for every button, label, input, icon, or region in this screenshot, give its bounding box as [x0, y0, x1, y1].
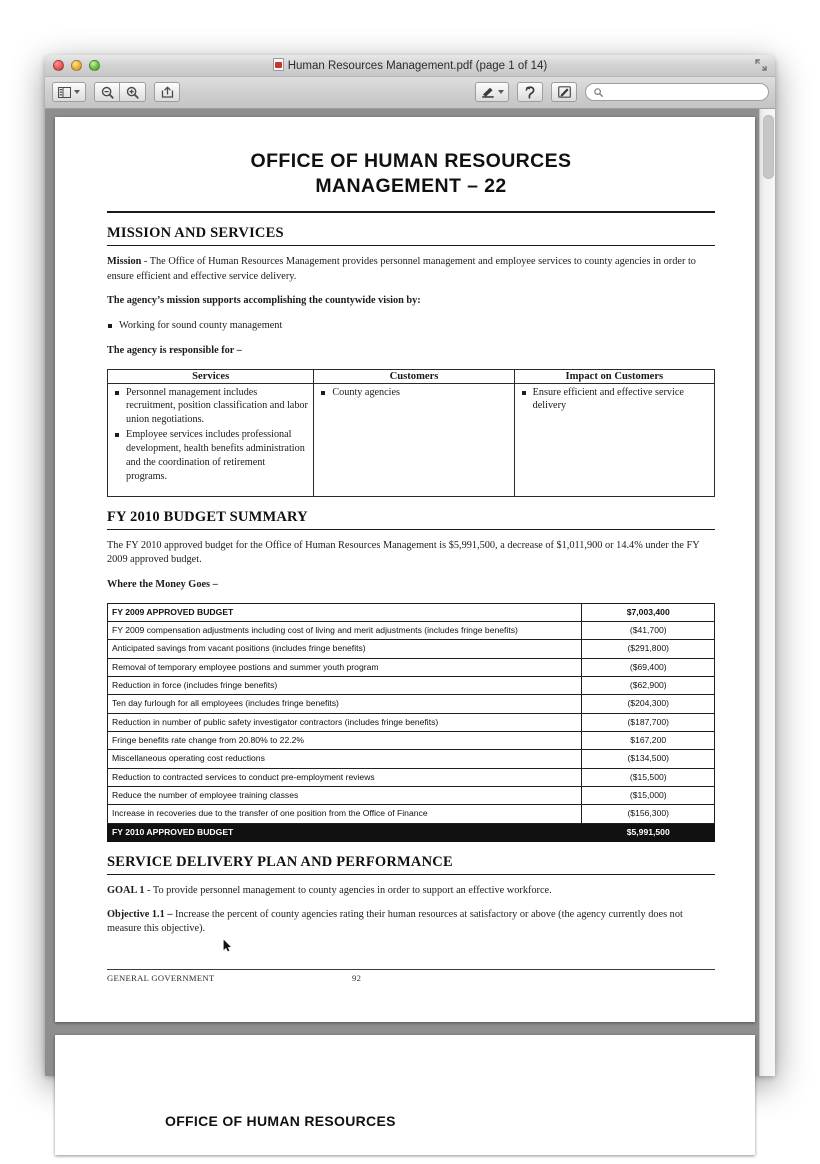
page-separator: [55, 1022, 755, 1035]
budget-item-label: Reduction in force (includes fringe benefits): [108, 677, 582, 695]
scrollbar-thumb[interactable]: [763, 115, 774, 179]
budget-item-amount: $167,200: [582, 732, 715, 750]
highlight-pen-icon: [481, 86, 495, 98]
service-divider: [107, 874, 715, 875]
zoom-in-icon: [126, 86, 139, 99]
table-row: [108, 732, 715, 750]
page-stack: [55, 117, 755, 1155]
budget-item-label: Increase in recoveries due to the transfer of one position from the Office of Finance: [108, 805, 582, 823]
toolbar-right-group: [475, 82, 769, 102]
table-row: [108, 750, 715, 768]
list-item: Employee services includes professional development, health benefits administration and the coordination of retirement programs.: [113, 428, 308, 484]
pdf-viewer-window: [45, 55, 775, 1129]
table-row: [108, 787, 715, 805]
budget-item-amount: ($156,300): [582, 805, 715, 823]
list-item: Ensure efficient and effective service delivery: [520, 386, 709, 414]
budget-item-label: Miscellaneous operating cost reductions: [108, 750, 582, 768]
responsible-lead-in: The agency is responsible for –: [107, 344, 242, 356]
footer-label: GENERAL GOVERNMENT: [107, 973, 215, 983]
footer-row: [107, 973, 715, 983]
customers-cell: [314, 383, 514, 496]
budget-item-amount: $7,003,400: [582, 603, 715, 621]
budget-item-label: Reduction in number of public safety investigator contractors (includes fringe benefits): [108, 713, 582, 731]
table-row: [108, 768, 715, 786]
budget-item-label: Reduction to contracted services to conduct pre-employment reviews: [108, 768, 582, 786]
budget-item-amount: $5,991,500: [582, 823, 715, 841]
sidebar-toggle-button[interactable]: [52, 82, 86, 102]
table-row: [108, 658, 715, 676]
mission-paragraph: [107, 255, 715, 284]
list-item: Working for sound county management: [107, 319, 715, 334]
vertical-scrollbar[interactable]: [759, 109, 775, 1076]
pdf-toolbar: [45, 77, 775, 109]
page-title-line-2: MANAGEMENT – 22: [315, 174, 507, 197]
list-item: County agencies: [319, 386, 508, 400]
search-input[interactable]: [607, 86, 760, 99]
table-row: [108, 713, 715, 731]
services-list: [113, 386, 308, 484]
zoom-out-button[interactable]: [94, 82, 120, 102]
mission-body: - The Office of Human Resources Management provides personnel management and employee services to county agencies in order to ensure efficient and effective service delivery.: [107, 255, 696, 282]
rotate-icon: [525, 86, 536, 99]
zoom-out-icon: [101, 86, 114, 99]
column-header-services: Services: [108, 369, 314, 383]
page-title-line-1: OFFICE OF HUMAN RESOURCES: [250, 150, 572, 172]
budget-table-body: [108, 603, 715, 841]
window-title: [45, 58, 775, 72]
next-page-title: OFFICE OF HUMAN RESOURCES: [165, 1113, 396, 1129]
markup-tool-button[interactable]: [475, 82, 509, 102]
objective-paragraph: [107, 908, 715, 937]
table-header-row: [108, 369, 715, 383]
table-row: [108, 640, 715, 658]
table-row: [108, 823, 715, 841]
sidebar-icon: [58, 87, 71, 98]
budget-item-label: Ten day furlough for all employees (includes fringe benefits): [108, 695, 582, 713]
impact-cell: [514, 383, 714, 496]
column-header-customers: Customers: [314, 369, 514, 383]
objective-label: Objective 1.1 –: [107, 908, 173, 920]
budget-item-amount: ($291,800): [582, 640, 715, 658]
document-body: [107, 149, 715, 937]
impact-list: [520, 386, 709, 414]
zoom-in-button[interactable]: [120, 82, 146, 102]
pdf-content-area: [45, 109, 775, 1129]
objective-body: Increase the percent of county agencies rating their human resources at satisfactory or above (the agency currently does not measure this objective).: [107, 908, 683, 935]
vision-bullet-list: [107, 319, 715, 334]
budget-item-label: Fringe benefits rate change from 20.80% to 22.2%: [108, 732, 582, 750]
budget-item-label: Reduce the number of employee training classes: [108, 787, 582, 805]
goal-body: - To provide personnel management to county agencies in order to support an effective workforce.: [144, 885, 552, 897]
table-row: [108, 677, 715, 695]
page-title: [107, 149, 715, 199]
table-row: [108, 695, 715, 713]
list-item: Personnel management includes recruitment, position classification and labor union negotiations.: [113, 386, 308, 428]
budget-divider: [107, 529, 715, 530]
footer-divider: [107, 969, 715, 970]
services-cell: [108, 383, 314, 496]
budget-table: [107, 603, 715, 842]
budget-item-amount: ($69,400): [582, 658, 715, 676]
table-row: [108, 383, 715, 496]
budget-item-amount: ($187,700): [582, 713, 715, 731]
chevron-down-icon: [74, 90, 80, 94]
share-button[interactable]: [154, 82, 180, 102]
budget-item-label: FY 2010 APPROVED BUDGET: [108, 823, 582, 841]
column-header-impact: Impact on Customers: [514, 369, 714, 383]
goal-paragraph: [107, 884, 715, 899]
budget-item-label: Removal of temporary employee postions and summer youth program: [108, 658, 582, 676]
title-divider: [107, 211, 715, 213]
section-heading-budget: FY 2010 BUDGET SUMMARY: [107, 508, 308, 525]
pdf-page-2[interactable]: [55, 1035, 755, 1155]
footer-page-number: 92: [352, 973, 362, 983]
budget-item-label: FY 2009 compensation adjustments including cost of living and merit adjustments (includes fringe benefits): [108, 622, 582, 640]
pdf-page-1[interactable]: [55, 117, 755, 1022]
budget-item-amount: ($204,300): [582, 695, 715, 713]
budget-item-amount: ($15,500): [582, 768, 715, 786]
fullscreen-icon[interactable]: [755, 59, 767, 71]
budget-item-amount: ($41,700): [582, 622, 715, 640]
budget-item-amount: ($15,000): [582, 787, 715, 805]
table-row: [108, 603, 715, 621]
window-title-text: Human Resources Management.pdf (page 1 of 14): [287, 60, 548, 72]
budget-item-label: Anticipated savings from vacant positions (includes fringe benefits): [108, 640, 582, 658]
annotate-icon: [558, 86, 571, 98]
money-lead-in: Where the Money Goes –: [107, 578, 218, 590]
budget-item-label: FY 2009 APPROVED BUDGET: [108, 603, 582, 621]
toolbar-left-group: [52, 82, 180, 102]
window-titlebar: [45, 55, 775, 77]
table-row: [108, 622, 715, 640]
budget-paragraph: The FY 2010 approved budget for the Office of Human Resources Management is $5,991,500, a decrease of $1,011,900 or 14.4% under the FY 2009 approved budget.: [107, 539, 700, 566]
table-row: [108, 805, 715, 823]
mission-divider: [107, 245, 715, 246]
rotate-button[interactable]: [517, 82, 543, 102]
page-footer: [107, 969, 715, 983]
vision-lead-in: The agency’s mission supports accomplishing the countywide vision by:: [107, 295, 421, 307]
customers-list: [319, 386, 508, 400]
chevron-down-icon: [498, 90, 504, 94]
services-table: [107, 369, 715, 497]
budget-item-amount: ($62,900): [582, 677, 715, 695]
search-field[interactable]: [585, 83, 769, 101]
goal-label: GOAL 1: [107, 885, 145, 897]
section-heading-mission: MISSION AND SERVICES: [107, 224, 284, 241]
share-icon: [161, 86, 174, 98]
section-heading-service-delivery: SERVICE DELIVERY PLAN AND PERFORMANCE: [107, 854, 453, 871]
mouse-cursor: [223, 939, 232, 952]
pdf-file-icon: [273, 58, 284, 71]
mission-label: Mission: [107, 255, 142, 267]
search-icon: [594, 88, 603, 97]
annotate-button[interactable]: [551, 82, 577, 102]
budget-item-amount: ($134,500): [582, 750, 715, 768]
